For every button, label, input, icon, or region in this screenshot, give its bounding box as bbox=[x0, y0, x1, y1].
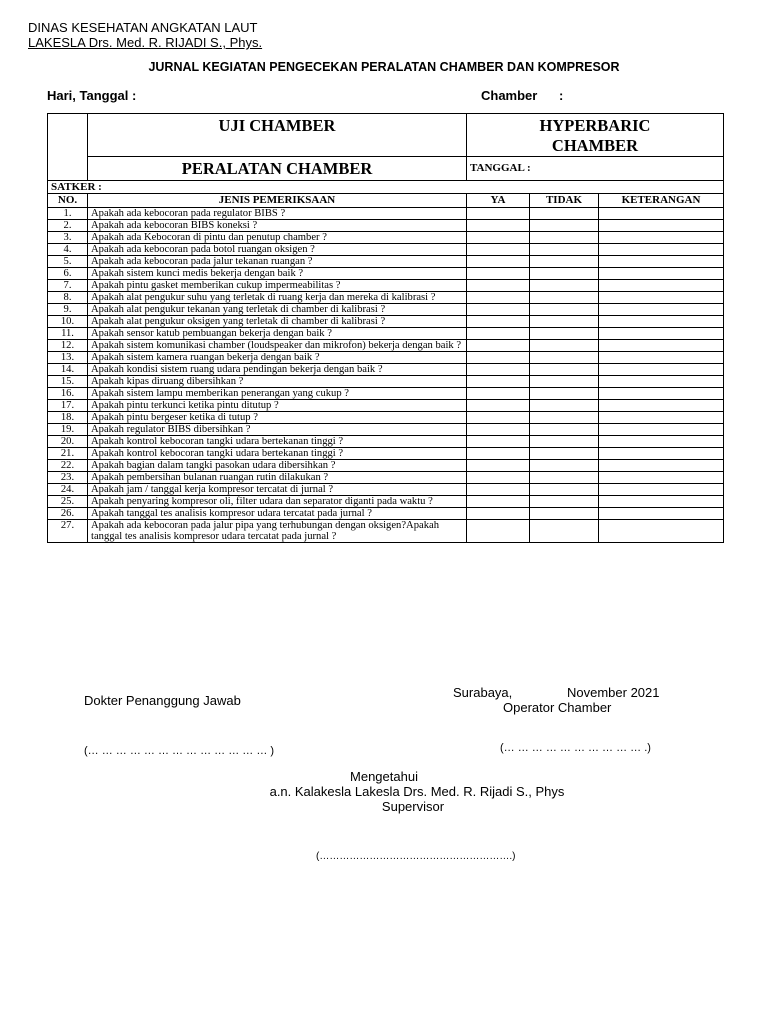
item-number: 3. bbox=[48, 232, 88, 244]
item-tidak-cell[interactable] bbox=[530, 388, 599, 400]
item-number: 17. bbox=[48, 400, 88, 412]
item-ya-cell[interactable] bbox=[467, 340, 530, 352]
item-ya-cell[interactable] bbox=[467, 352, 530, 364]
item-keterangan-cell[interactable] bbox=[599, 436, 724, 448]
item-question: Apakah ada Kebocoran di pintu dan penutup chamber ? bbox=[88, 232, 467, 244]
date-label: November 2021 bbox=[567, 685, 660, 700]
item-ya-cell[interactable] bbox=[467, 244, 530, 256]
item-number: 15. bbox=[48, 376, 88, 388]
item-ya-cell[interactable] bbox=[467, 268, 530, 280]
item-tidak-cell[interactable] bbox=[530, 328, 599, 340]
item-keterangan-cell[interactable] bbox=[599, 508, 724, 520]
item-number: 11. bbox=[48, 328, 88, 340]
item-keterangan-cell[interactable] bbox=[599, 340, 724, 352]
item-keterangan-cell[interactable] bbox=[599, 256, 724, 268]
item-keterangan-cell[interactable] bbox=[599, 364, 724, 376]
item-ya-cell[interactable] bbox=[467, 256, 530, 268]
item-question: Apakah ada kebocoran pada jalur pipa yang terhubungan dengan oksigen?Apakah tanggal tes analisis kompresor udara tercatat pada jurnal ? bbox=[88, 520, 467, 543]
item-tidak-cell[interactable] bbox=[530, 412, 599, 424]
item-question: Apakah bagian dalam tangki pasokan udara dibersihkan ? bbox=[88, 460, 467, 472]
item-ya-cell[interactable] bbox=[467, 364, 530, 376]
item-ya-cell[interactable] bbox=[467, 400, 530, 412]
table-row bbox=[48, 412, 724, 424]
item-ya-cell[interactable] bbox=[467, 508, 530, 520]
item-number: 8. bbox=[48, 292, 88, 304]
item-question: Apakah alat pengukur tekanan yang terletak di chamber di kalibrasi ? bbox=[88, 304, 467, 316]
item-keterangan-cell[interactable] bbox=[599, 424, 724, 436]
hari-tanggal-label: Hari, Tanggal : bbox=[47, 88, 137, 103]
organization-name: DINAS KESEHATAN ANGKATAN LAUT bbox=[28, 20, 258, 35]
item-number: 9. bbox=[48, 304, 88, 316]
dokter-label: Dokter Penanggung Jawab bbox=[84, 693, 241, 708]
table-row bbox=[48, 268, 724, 280]
item-keterangan-cell[interactable] bbox=[599, 388, 724, 400]
item-number: 20. bbox=[48, 436, 88, 448]
item-tidak-cell[interactable] bbox=[530, 508, 599, 520]
col-header-tidak: TIDAK bbox=[530, 194, 599, 208]
item-question: Apakah sistem komunikasi chamber (loudspeaker dan mikrofon) bekerja dengan baik ? bbox=[88, 340, 467, 352]
table-row bbox=[48, 424, 724, 436]
item-tidak-cell[interactable] bbox=[530, 244, 599, 256]
item-keterangan-cell[interactable] bbox=[599, 460, 724, 472]
item-ya-cell[interactable] bbox=[467, 424, 530, 436]
an-kalakesla-label: a.n. Kalakesla Lakesla Drs. Med. R. Rijadi S., Phys bbox=[269, 784, 565, 799]
place-label: Surabaya, bbox=[453, 685, 513, 700]
table-row bbox=[48, 460, 724, 472]
item-ya-cell[interactable] bbox=[467, 388, 530, 400]
organization-unit: LAKESLA Drs. Med. R. RIJADI S., Phys. bbox=[28, 35, 263, 50]
item-ya-cell[interactable] bbox=[467, 220, 530, 232]
table-row bbox=[48, 316, 724, 328]
item-question: Apakah jam / tanggal kerja kompresor tercatat di jurnal ? bbox=[88, 484, 467, 496]
item-ya-cell[interactable] bbox=[467, 316, 530, 328]
item-question: Apakah kipas diruang dibersihkan ? bbox=[88, 376, 467, 388]
item-keterangan-cell[interactable] bbox=[599, 232, 724, 244]
item-ya-cell[interactable] bbox=[467, 496, 530, 508]
item-keterangan-cell[interactable] bbox=[599, 496, 724, 508]
item-ya-cell[interactable] bbox=[467, 484, 530, 496]
item-keterangan-cell[interactable] bbox=[599, 316, 724, 328]
item-question: Apakah regulator BIBS dibersihkan ? bbox=[88, 424, 467, 436]
item-tidak-cell[interactable] bbox=[530, 340, 599, 352]
item-tidak-cell[interactable] bbox=[530, 280, 599, 292]
item-ya-cell[interactable] bbox=[467, 472, 530, 484]
item-number: 16. bbox=[48, 388, 88, 400]
item-number: 13. bbox=[48, 352, 88, 364]
item-question: Apakah alat pengukur suhu yang terletak di ruang kerja dan mereka di kalibrasi ? bbox=[88, 292, 467, 304]
item-question: Apakah sistem kamera ruangan bekerja dengan baik ? bbox=[88, 352, 467, 364]
item-number: 26. bbox=[48, 508, 88, 520]
form-header-row bbox=[48, 114, 724, 157]
table-row bbox=[48, 280, 724, 292]
item-ya-cell[interactable] bbox=[467, 448, 530, 460]
item-keterangan-cell[interactable] bbox=[599, 376, 724, 388]
item-number: 5. bbox=[48, 256, 88, 268]
item-ya-cell[interactable] bbox=[467, 520, 530, 543]
item-ya-cell[interactable] bbox=[467, 280, 530, 292]
table-row bbox=[48, 508, 724, 520]
tanggal-field[interactable]: TANGGAL : bbox=[467, 157, 724, 181]
item-tidak-cell[interactable] bbox=[530, 268, 599, 280]
item-question: Apakah kontrol kebocoran tangki udara bertekanan tinggi ? bbox=[88, 448, 467, 460]
table-row bbox=[48, 436, 724, 448]
satker-row bbox=[48, 181, 724, 194]
item-number: 23. bbox=[48, 472, 88, 484]
item-number: 7. bbox=[48, 280, 88, 292]
inspection-form-table bbox=[47, 113, 724, 543]
table-row bbox=[48, 448, 724, 460]
supervisor-label: Supervisor bbox=[381, 799, 445, 814]
item-keterangan-cell[interactable] bbox=[599, 472, 724, 484]
item-number: 10. bbox=[48, 316, 88, 328]
document-title: JURNAL KEGIATAN PENGECEKAN PERALATAN CHAMBER DAN KOMPRESOR bbox=[148, 60, 620, 74]
item-ya-cell[interactable] bbox=[467, 328, 530, 340]
mengetahui-label: Mengetahui bbox=[350, 769, 418, 784]
col-header-keterangan: KETERANGAN bbox=[599, 194, 724, 208]
item-keterangan-cell[interactable] bbox=[599, 484, 724, 496]
item-tidak-cell[interactable] bbox=[530, 424, 599, 436]
hyperbaric-line2: CHAMBER bbox=[551, 136, 639, 155]
table-row bbox=[48, 388, 724, 400]
item-ya-cell[interactable] bbox=[467, 460, 530, 472]
table-row bbox=[48, 208, 724, 220]
item-keterangan-cell[interactable] bbox=[599, 400, 724, 412]
col-header-jenis: JENIS PEMERIKSAAN bbox=[88, 194, 467, 208]
item-number: 25. bbox=[48, 496, 88, 508]
item-tidak-cell[interactable] bbox=[530, 232, 599, 244]
item-number: 1. bbox=[48, 208, 88, 220]
table-row bbox=[48, 520, 724, 543]
item-question: Apakah sensor katub pembuangan bekerja dengan baik ? bbox=[88, 328, 467, 340]
table-row bbox=[48, 220, 724, 232]
col-header-no: NO. bbox=[48, 194, 88, 208]
item-question: Apakah tanggal tes analisis kompresor udara tercatat pada jurnal ? bbox=[88, 508, 467, 520]
supervisor-signature-line[interactable]: (………………………………………………….) bbox=[316, 851, 516, 862]
item-question: Apakah pintu terkunci ketika pintu ditutup ? bbox=[88, 400, 467, 412]
table-row bbox=[48, 292, 724, 304]
item-number: 24. bbox=[48, 484, 88, 496]
item-keterangan-cell[interactable] bbox=[599, 412, 724, 424]
table-row bbox=[48, 376, 724, 388]
item-number: 21. bbox=[48, 448, 88, 460]
item-tidak-cell[interactable] bbox=[530, 304, 599, 316]
item-keterangan-cell[interactable] bbox=[599, 448, 724, 460]
item-number: 6. bbox=[48, 268, 88, 280]
item-question: Apakah alat pengukur oksigen yang terletak di chamber di kalibrasi ? bbox=[88, 316, 467, 328]
item-keterangan-cell[interactable] bbox=[599, 280, 724, 292]
item-tidak-cell[interactable] bbox=[530, 364, 599, 376]
item-ya-cell[interactable] bbox=[467, 304, 530, 316]
item-number: 22. bbox=[48, 460, 88, 472]
item-number: 18. bbox=[48, 412, 88, 424]
item-ya-cell[interactable] bbox=[467, 292, 530, 304]
inspection-items bbox=[48, 208, 724, 543]
item-question: Apakah penyaring kompresor oli, filter udara dan separator diganti pada waktu ? bbox=[88, 496, 467, 508]
item-ya-cell[interactable] bbox=[467, 208, 530, 220]
item-question: Apakah ada kebocoran BIBS koneksi ? bbox=[88, 220, 467, 232]
item-question: Apakah kondisi sistem ruang udara pendingan bekerja dengan baik ? bbox=[88, 364, 467, 376]
table-row bbox=[48, 304, 724, 316]
operator-signature-line[interactable]: (… … … … … … … … … … .) bbox=[500, 742, 651, 754]
hyperbaric-line1: HYPERBARIC bbox=[539, 116, 651, 135]
item-tidak-cell[interactable] bbox=[530, 448, 599, 460]
item-keterangan-cell[interactable] bbox=[599, 292, 724, 304]
table-row bbox=[48, 244, 724, 256]
item-number: 19. bbox=[48, 424, 88, 436]
item-keterangan-cell[interactable] bbox=[599, 520, 724, 543]
item-tidak-cell[interactable] bbox=[530, 436, 599, 448]
item-tidak-cell[interactable] bbox=[530, 520, 599, 543]
item-tidak-cell[interactable] bbox=[530, 400, 599, 412]
item-tidak-cell[interactable] bbox=[530, 460, 599, 472]
item-ya-cell[interactable] bbox=[467, 412, 530, 424]
item-number: 2. bbox=[48, 220, 88, 232]
operator-label: Operator Chamber bbox=[503, 700, 612, 715]
table-row bbox=[48, 328, 724, 340]
table-row bbox=[48, 496, 724, 508]
item-tidak-cell[interactable] bbox=[530, 484, 599, 496]
item-keterangan-cell[interactable] bbox=[599, 208, 724, 220]
item-number: 14. bbox=[48, 364, 88, 376]
item-keterangan-cell[interactable] bbox=[599, 244, 724, 256]
item-keterangan-cell[interactable] bbox=[599, 352, 724, 364]
item-number: 27. bbox=[48, 520, 88, 543]
satker-field[interactable]: SATKER : bbox=[48, 181, 724, 194]
table-row bbox=[48, 472, 724, 484]
item-keterangan-cell[interactable] bbox=[599, 328, 724, 340]
uji-chamber-heading: UJI CHAMBER bbox=[88, 114, 467, 157]
hyperbaric-chamber-heading bbox=[467, 114, 724, 157]
form-subheader-row bbox=[48, 157, 724, 181]
col-header-ya: YA bbox=[467, 194, 530, 208]
table-row bbox=[48, 484, 724, 496]
item-tidak-cell[interactable] bbox=[530, 208, 599, 220]
item-ya-cell[interactable] bbox=[467, 376, 530, 388]
item-question: Apakah ada kebocoran pada botol ruangan oksigen ? bbox=[88, 244, 467, 256]
item-tidak-cell[interactable] bbox=[530, 292, 599, 304]
table-row bbox=[48, 340, 724, 352]
item-question: Apakah ada kebocoran pada jalur tekanan ruangan ? bbox=[88, 256, 467, 268]
peralatan-chamber-heading: PERALATAN CHAMBER bbox=[88, 157, 467, 181]
table-row bbox=[48, 364, 724, 376]
item-tidak-cell[interactable] bbox=[530, 220, 599, 232]
table-row bbox=[48, 256, 724, 268]
item-question: Apakah pintu gasket memberikan cukup impermeabilitas ? bbox=[88, 280, 467, 292]
item-question: Apakah pembersihan bulanan ruangan rutin dilakukan ? bbox=[88, 472, 467, 484]
table-row bbox=[48, 232, 724, 244]
item-keterangan-cell[interactable] bbox=[599, 220, 724, 232]
item-tidak-cell[interactable] bbox=[530, 376, 599, 388]
item-question: Apakah sistem kunci medis bekerja dengan baik ? bbox=[88, 268, 467, 280]
blank-cell bbox=[48, 114, 88, 181]
item-number: 4. bbox=[48, 244, 88, 256]
item-question: Apakah ada kebocoran pada regulator BIBS ? bbox=[88, 208, 467, 220]
item-question: Apakah kontrol kebocoran tangki udara bertekanan tinggi ? bbox=[88, 436, 467, 448]
item-tidak-cell[interactable] bbox=[530, 316, 599, 328]
item-keterangan-cell[interactable] bbox=[599, 268, 724, 280]
item-question: Apakah sistem lampu memberikan penerangan yang cukup ? bbox=[88, 388, 467, 400]
item-tidak-cell[interactable] bbox=[530, 352, 599, 364]
dokter-signature-line[interactable]: (… … … … … … … … … … … … … ) bbox=[84, 745, 275, 757]
item-keterangan-cell[interactable] bbox=[599, 304, 724, 316]
column-header-row bbox=[48, 194, 724, 208]
item-question: Apakah pintu bergeser ketika di tutup ? bbox=[88, 412, 467, 424]
table-row bbox=[48, 352, 724, 364]
chamber-label: Chamber : bbox=[481, 88, 564, 103]
item-ya-cell[interactable] bbox=[467, 436, 530, 448]
item-tidak-cell[interactable] bbox=[530, 496, 599, 508]
item-tidak-cell[interactable] bbox=[530, 256, 599, 268]
table-row bbox=[48, 400, 724, 412]
item-tidak-cell[interactable] bbox=[530, 472, 599, 484]
item-number: 12. bbox=[48, 340, 88, 352]
item-ya-cell[interactable] bbox=[467, 232, 530, 244]
